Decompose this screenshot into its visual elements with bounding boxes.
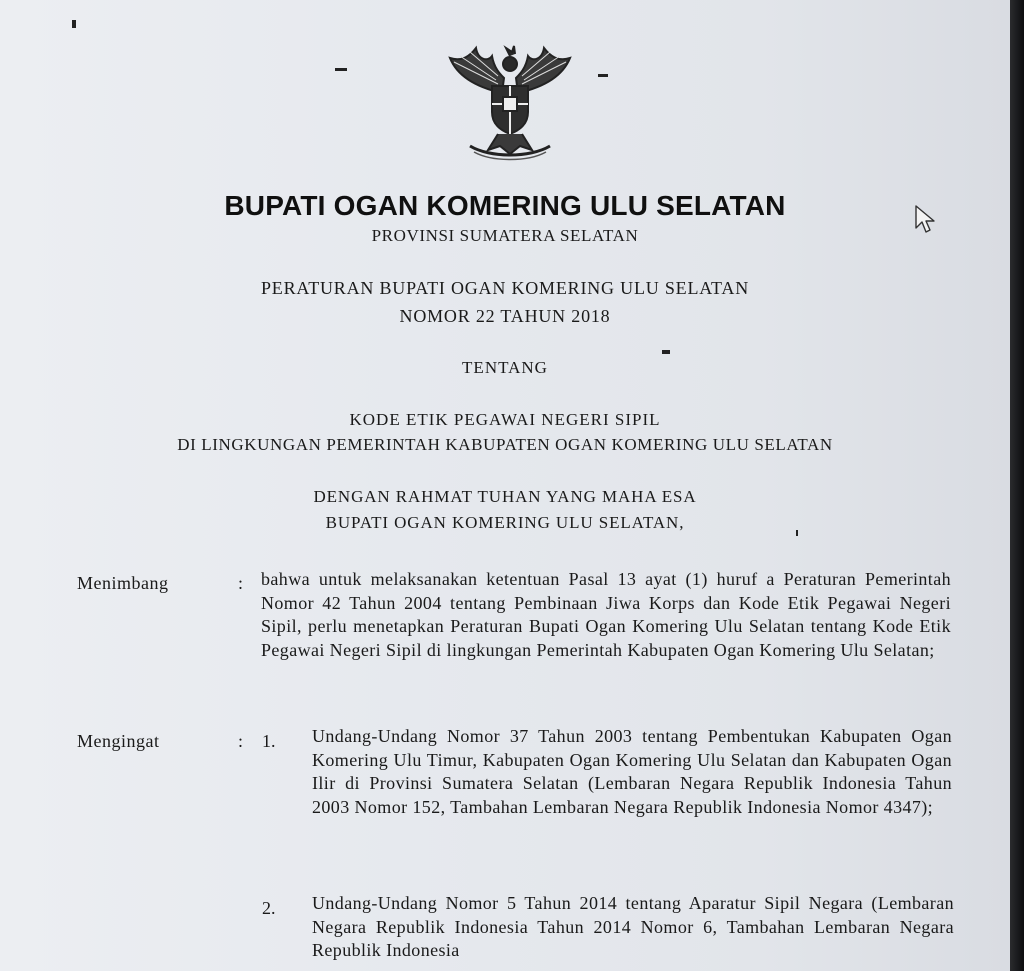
mengingat-item-1-number: 1. <box>262 731 276 751</box>
about-heading: TENTANG <box>462 358 548 377</box>
scan-speck <box>598 74 608 77</box>
invocation-line: DENGAN RAHMAT TUHAN YANG MAHA ESA <box>313 487 697 506</box>
monitor-edge <box>1010 0 1024 971</box>
mengingat-item-2-number: 2. <box>262 898 276 918</box>
garuda-emblem-icon <box>440 38 580 163</box>
mengingat-colon: : <box>238 731 244 751</box>
subject-line-1: KODE ETIK PEGAWAI NEGERI SIPIL <box>349 410 661 429</box>
mengingat-item-1-text: Undang-Undang Nomor 37 Tahun 2003 tentang Pembentukan Kabupaten Ogan Komering Ulu Timur, Kabupaten Ogan Komering Ulu Selatan dan Kabupaten Ogan Ilir di Provinsi Sumatera Selatan (Lembaran Negara Republik Indonesia Tahun 2003 Nomor 152, Tambahan Lembaran Negara Republik Indonesia Nomor 4347); <box>312 726 952 817</box>
mengingat-label: Mengingat <box>77 731 160 751</box>
scan-speck <box>796 530 798 536</box>
scan-speck <box>335 68 347 71</box>
mengingat-item-2-text: Undang-Undang Nomor 5 Tahun 2014 tentang Aparatur Sipil Negara (Lembaran Negara Republik Indonesia Tahun 2014 Nomor 6, Tambahan Lembaran Negara Republik Indonesia <box>312 893 954 961</box>
document-title: BUPATI OGAN KOMERING ULU SELATAN <box>224 190 786 221</box>
scan-speck <box>72 20 76 28</box>
regulation-title: PERATURAN BUPATI OGAN KOMERING ULU SELATAN <box>260 278 749 298</box>
mouse-pointer-icon <box>914 204 936 236</box>
regulation-number: NOMOR 22 TAHUN 2018 <box>399 306 611 326</box>
scan-speck <box>662 350 670 354</box>
province-subtitle: PROVINSI SUMATERA SELATAN <box>371 226 639 245</box>
menimbang-text: bahwa untuk melaksanakan ketentuan Pasal 13 ayat (1) huruf a Peraturan Pemerintah Nomor 42 Tahun 2004 tentang Pembinaan Jiwa Korps dan Kode Etik Pegawai Negeri Sipil, perlu menetapkan Peraturan Bupati Ogan Komering Ulu Selatan tentang Kode Etik Pegawai Negeri Sipil di lingkungan Pemerintah Kabupaten Ogan Komering Ulu Selatan; <box>261 569 951 660</box>
menimbang-label: Menimbang <box>77 573 169 593</box>
subject-line-2: DI LINGKUNGAN PEMERINTAH KABUPATEN OGAN KOMERING ULU SELATAN <box>177 435 833 454</box>
regent-line: BUPATI OGAN KOMERING ULU SELATAN, <box>325 513 685 532</box>
menimbang-colon: : <box>238 573 244 593</box>
